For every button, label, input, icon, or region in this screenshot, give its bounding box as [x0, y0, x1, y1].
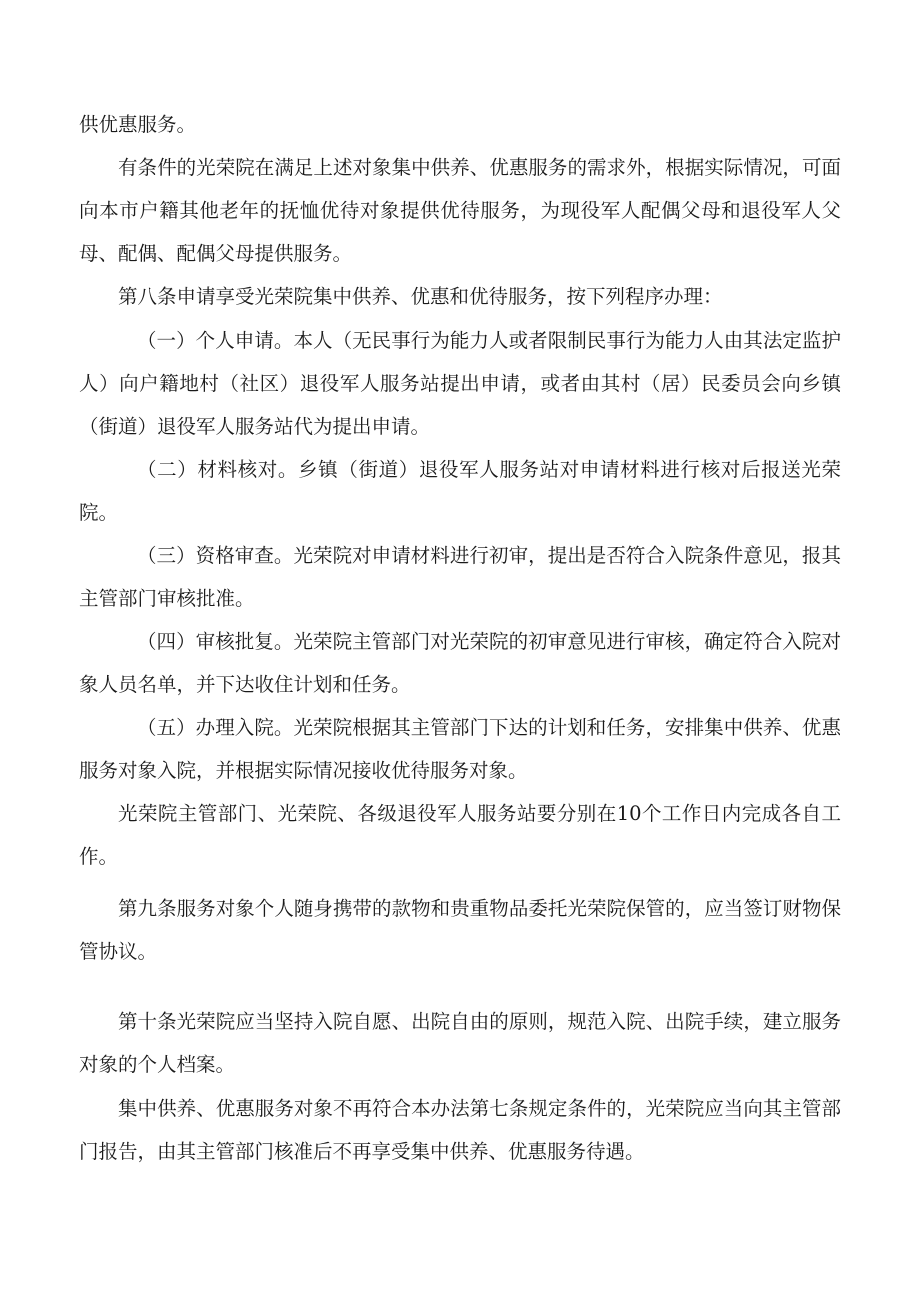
paragraph-deadline: 光荣院主管部门、光荣院、各级退役军人服务站要分别在10个工作日内完成各自工作。 [79, 802, 841, 868]
paragraph-item-5: （五）办理入院。光荣院根据其主管部门下达的计划和任务，安排集中供养、优惠服务对象入院，并根据实际情况接收优待服务对象。 [79, 716, 841, 782]
paragraph-item-2: （二）材料核对。乡镇（街道）退役军人服务站对申请材料进行核对后报送光荣院。 [79, 458, 841, 524]
paragraph-item-4: （四）审核批复。光荣院主管部门对光荣院的初审意见进行审核，确定符合入院对象人员名单，并下达收住计划和任务。 [79, 630, 841, 696]
paragraph-item-3: （三）资格审查。光荣院对申请材料进行初审，提出是否符合入院条件意见，报其主管部门审核批准。 [79, 544, 841, 610]
paragraph-item-1: （一）个人申请。本人（无民事行为能力人或者限制民事行为能力人由其法定监护人）向户籍地村（社区）退役军人服务站提出申请，或者由其村（居）民委员会向乡镇（街道）退役军人服务站代为提出申请。 [79, 329, 841, 438]
paragraph-article-8: 第八条申请享受光荣院集中供养、优惠和优待服务，按下列程序办理： [118, 285, 723, 308]
paragraph-2: 有条件的光荣院在满足上述对象集中供养、优惠服务的需求外，根据实际情况，可面向本市户籍其他老年的抚恤优待对象提供优待服务，为现役军人配偶父母和退役军人父母、配偶、配偶父母提供服务。 [79, 156, 841, 265]
paragraph-1: 供优惠服务。 [79, 113, 197, 136]
paragraph-termination: 集中供养、优惠服务对象不再符合本办法第七条规定条件的，光荣院应当向其主管部门报告，由其主管部门核准后不再享受集中供养、优惠服务待遇。 [79, 1097, 841, 1163]
paragraph-article-9: 第九条服务对象个人随身携带的款物和贵重物品委托光荣院保管的，应当签订财物保管协议。 [79, 897, 841, 963]
paragraph-article-10: 第十条光荣院应当坚持入院自愿、出院自由的原则，规范入院、出院手续，建立服务对象的个人档案。 [79, 1010, 841, 1076]
